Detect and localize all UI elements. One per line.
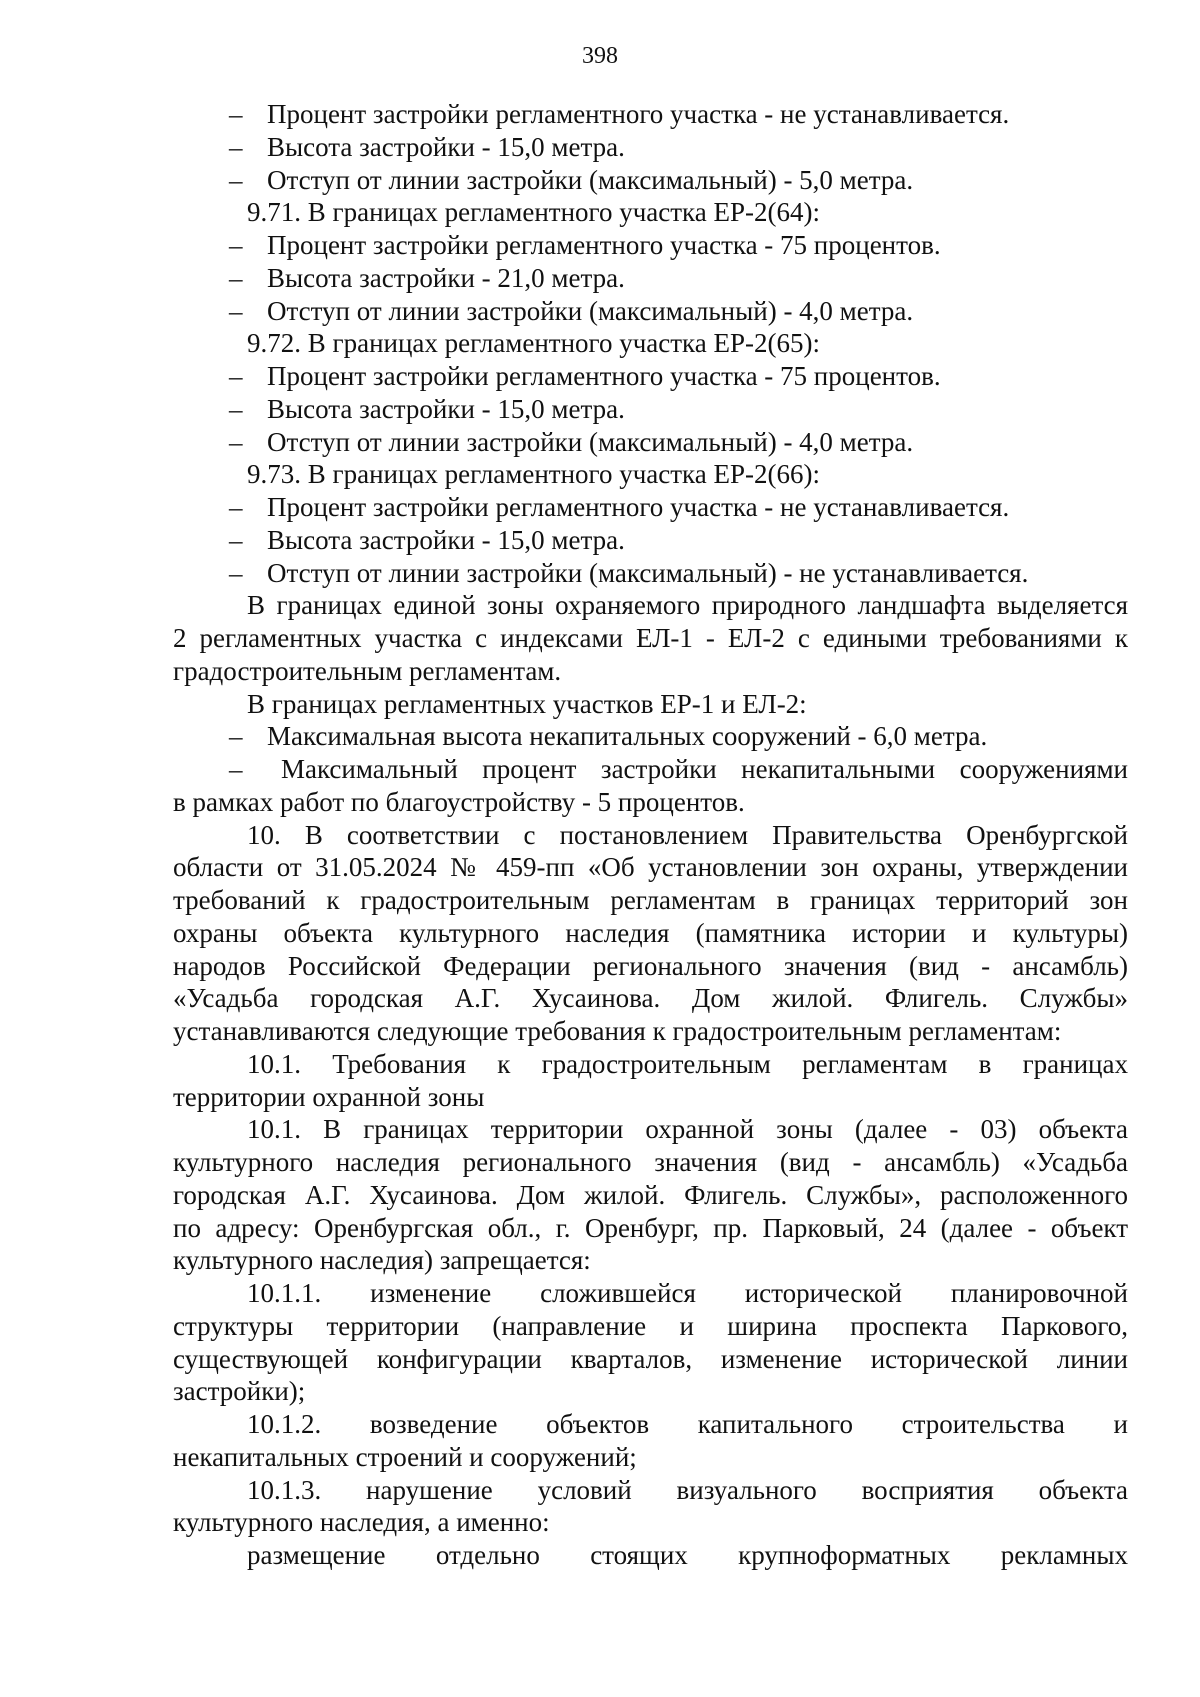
list-dash: – bbox=[229, 754, 243, 784]
text-line bbox=[173, 1474, 1128, 1507]
line-text: Процент застройки регламентного участка - не устанавливается. bbox=[267, 492, 1010, 522]
line-text: градостроительным регламентам. bbox=[173, 655, 562, 686]
line-text: 10.1.2. возведение объектов капитального строительства и bbox=[247, 1409, 1128, 1439]
text-line bbox=[173, 262, 1128, 295]
line-text: 9.72. В границах регламентного участка ЕР-2(65): bbox=[247, 328, 820, 359]
list-dash: – bbox=[229, 131, 243, 162]
list-dash: – bbox=[229, 262, 243, 293]
line-text: Отступ от линии застройки (максимальный) - 5,0 метра. bbox=[267, 164, 914, 195]
list-dash: – bbox=[229, 361, 243, 391]
text-line bbox=[173, 851, 1128, 884]
line-text: по адресу: Оренбургская обл., г. Оренбург, пр. Парковый, 24 (далее - объект bbox=[173, 1212, 1128, 1243]
line-text: 10. В соответствии с постановлением Правительства Оренбургской bbox=[247, 819, 1128, 850]
text-line bbox=[173, 819, 1128, 852]
line-text: 10.1. Требования к градостроительным регламентам в границах bbox=[247, 1048, 1128, 1079]
line-text: городская А.Г. Хусаинова. Дом жилой. Флигель. Службы», расположенного bbox=[173, 1179, 1128, 1210]
list-dash: – bbox=[229, 164, 243, 195]
text-line bbox=[173, 458, 1128, 491]
list-dash: – bbox=[229, 426, 243, 457]
list-dash: – bbox=[229, 721, 243, 752]
list-dash: – bbox=[229, 557, 243, 588]
text-line bbox=[173, 786, 1128, 819]
line-text: Процент застройки регламентного участка - не устанавливается. bbox=[267, 99, 1010, 129]
text-line bbox=[173, 524, 1128, 557]
text-line bbox=[173, 1506, 1128, 1539]
line-text: «Усадьба городская А.Г. Хусаинова. Дом жилой. Флигель. Службы» bbox=[173, 983, 1128, 1014]
list-dash: – bbox=[229, 393, 243, 424]
line-text: структуры территории (направление и ширина проспекта Паркового, bbox=[173, 1310, 1128, 1341]
text-line bbox=[173, 1113, 1128, 1146]
text-line bbox=[173, 1408, 1128, 1441]
page-number: 398 bbox=[582, 43, 618, 69]
line-text: Высота застройки - 21,0 метра. bbox=[267, 262, 625, 293]
document-body bbox=[173, 98, 1128, 1572]
line-text: 10.1.1. изменение сложившейся исторической планировочной bbox=[247, 1278, 1128, 1308]
line-text: некапитальных строений и сооружений; bbox=[173, 1441, 637, 1472]
text-line bbox=[173, 1375, 1128, 1408]
list-dash: – bbox=[229, 295, 243, 326]
list-dash: – bbox=[229, 524, 243, 555]
text-line bbox=[173, 884, 1128, 917]
line-text: Отступ от линии застройки (максимальный) - 4,0 метра. bbox=[267, 295, 914, 326]
list-dash: – bbox=[229, 99, 243, 129]
line-text: застройки); bbox=[173, 1376, 306, 1407]
text-line bbox=[173, 1441, 1128, 1474]
text-line bbox=[173, 917, 1128, 950]
line-text: В границах единой зоны охраняемого природного ландшафта выделяется bbox=[247, 590, 1128, 621]
line-text: 9.73. В границах регламентного участка ЕР-2(66): bbox=[247, 459, 820, 490]
line-text: области от 31.05.2024 № 459-пп «Об установлении зон охраны, утверждении bbox=[173, 852, 1128, 883]
text-line bbox=[173, 753, 1128, 786]
text-line bbox=[173, 1539, 1128, 1572]
line-text: Высота застройки - 15,0 метра. bbox=[267, 131, 625, 162]
text-line bbox=[173, 720, 1128, 753]
text-line bbox=[173, 164, 1128, 197]
line-text: устанавливаются следующие требования к градостроительным регламентам: bbox=[173, 1016, 1062, 1046]
line-text: культурного наследия) запрещается: bbox=[173, 1245, 591, 1276]
text-line bbox=[173, 1048, 1128, 1081]
list-dash: – bbox=[229, 492, 243, 522]
text-line bbox=[173, 491, 1128, 524]
text-line bbox=[173, 1310, 1128, 1343]
text-line bbox=[173, 1212, 1128, 1245]
line-text: существующей конфигурации кварталов, изменение исторической линии bbox=[173, 1343, 1128, 1374]
line-text: в рамках работ по благоустройству - 5 процентов. bbox=[173, 786, 745, 817]
line-text: 2 регламентных участка с индексами ЕЛ-1 - ЕЛ-2 с едиными требованиями к bbox=[173, 623, 1128, 653]
text-line bbox=[173, 426, 1128, 459]
line-text: 10.1.3. нарушение условий визуального восприятия объекта bbox=[247, 1474, 1128, 1505]
list-dash: – bbox=[229, 230, 243, 260]
text-line bbox=[173, 1277, 1128, 1310]
text-line bbox=[173, 1015, 1128, 1048]
line-text: Высота застройки - 15,0 метра. bbox=[267, 393, 625, 424]
text-line bbox=[173, 982, 1128, 1015]
text-line bbox=[173, 98, 1128, 131]
text-line bbox=[173, 1081, 1128, 1114]
line-text: культурного наследия, а именно: bbox=[173, 1507, 550, 1538]
text-line bbox=[173, 131, 1128, 164]
line-text: культурного наследия регионального значения (вид - ансамбль) «Усадьба bbox=[173, 1147, 1128, 1177]
line-text: Отступ от линии застройки (максимальный) - не устанавливается. bbox=[267, 557, 1029, 588]
text-line bbox=[173, 327, 1128, 360]
text-line bbox=[173, 393, 1128, 426]
line-text: требований к градостроительным регламентам в границах территорий зон bbox=[173, 885, 1128, 915]
line-text: территории охранной зоны bbox=[173, 1081, 485, 1112]
line-text: Процент застройки регламентного участка - 75 процентов. bbox=[267, 361, 941, 391]
line-text: Максимальный процент застройки некапитальными сооружениями bbox=[281, 754, 1128, 784]
text-line bbox=[173, 655, 1128, 688]
text-line bbox=[173, 1343, 1128, 1376]
text-line bbox=[173, 1244, 1128, 1277]
text-line bbox=[173, 688, 1128, 721]
line-text: 10.1. В границах территории охранной зоны (далее - 03) объекта bbox=[247, 1114, 1128, 1145]
text-line bbox=[173, 360, 1128, 393]
line-text: размещение отдельно стоящих крупноформатных рекламных bbox=[247, 1540, 1128, 1570]
line-text: народов Российской Федерации регионального значения (вид - ансамбль) bbox=[173, 950, 1128, 981]
line-text: Процент застройки регламентного участка - 75 процентов. bbox=[267, 230, 941, 260]
text-line bbox=[173, 589, 1128, 622]
text-line bbox=[173, 295, 1128, 328]
text-line bbox=[173, 196, 1128, 229]
text-line bbox=[173, 229, 1128, 262]
line-text: охраны объекта культурного наследия (памятника истории и культуры) bbox=[173, 917, 1128, 948]
line-text: Максимальная высота некапитальных сооружений - 6,0 метра. bbox=[267, 721, 988, 752]
line-text: Высота застройки - 15,0 метра. bbox=[267, 524, 625, 555]
line-text: В границах регламентных участков ЕР-1 и ЕЛ-2: bbox=[247, 688, 807, 719]
text-line bbox=[173, 622, 1128, 655]
text-line bbox=[173, 1146, 1128, 1179]
text-line bbox=[173, 557, 1128, 590]
line-text: Отступ от линии застройки (максимальный) - 4,0 метра. bbox=[267, 426, 914, 457]
text-line bbox=[173, 950, 1128, 983]
text-line bbox=[173, 1179, 1128, 1212]
line-text: 9.71. В границах регламентного участка ЕР-2(64): bbox=[247, 197, 820, 228]
